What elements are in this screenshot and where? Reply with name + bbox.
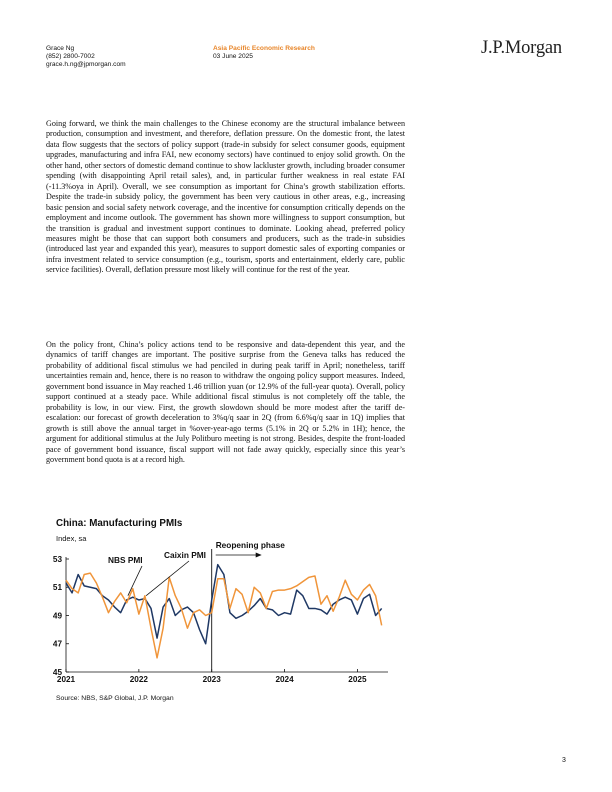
pmi-chart (46, 515, 406, 705)
jpmorgan-logo: J.P.Morgan (481, 38, 562, 58)
caixin-pmi-label: Caixin PMI (164, 550, 206, 560)
y-tick-label: 49 (52, 611, 62, 621)
x-tick-label: 2023 (202, 675, 221, 684)
x-tick-label: 2022 (129, 675, 148, 684)
publication-date: 03 June 2025 (213, 53, 253, 60)
caixin-pmi-line (66, 573, 382, 658)
reopening-arrowhead (256, 553, 262, 558)
nbs-pmi-label: NBS PMI (108, 555, 143, 565)
author-phone: (852) 2800-7002 (46, 53, 95, 60)
y-tick-label: 47 (52, 639, 62, 649)
publication-name: Asia Pacific Economic Research (213, 45, 315, 52)
publication-block (213, 45, 315, 61)
y-tick-label: 45 (52, 667, 62, 677)
body-paragraph: On the policy front, China’s policy actions tend to be responsive and data-dependent this year, and the dynamics of tariff changes are important. The positive surprise from the Geneva talks has reduced the probability of additional fiscal stimulus we had penciled in during peak tariff in April; nonetheless, tariff uncertainties remain and, hence, there is no reason to withdraw the ongoing policy support measures. Indeed, government bond issuance in May reached 1.46 trillion yuan (or 12.9% of the full-year quota). Overall, policy support continued at a steady pace. While additional fiscal stimulus is not completely off the table, the probability is low, in our view. First, the growth slowdown should be more modest after the tariff de-escalation: our forecast of growth deceleration to 3%q/q saar in 2Q (from 6.6%q/q saar in 1Q) implies that growth is still above the annual target in %over-year-ago terms (5.1% in 2Q or 5.2% in 1H); hence, the argument for additional stimulus at the July Politburo meeting is not strong. Besides, despite the front-loaded pace of government bond issuance, fiscal support will not fade away quickly, especially since this year’s government bond quota is at a record high. (46, 340, 405, 464)
author-block (46, 45, 126, 69)
reopening-label: Reopening phase (215, 540, 285, 550)
author-email[interactable]: grace.h.ng@jpmorgan.com (46, 61, 126, 68)
y-tick-label: 53 (52, 554, 62, 564)
body-paragraph: Going forward, we think the main challenges to the Chinese economy are the structural imbalance between production, consumption and investment, and therefore, deflation pressure. On the domestic front, the latest data flow suggests that the sectors of policy support (trade-in subsidy for select consumer goods, equipment upgrades, manufacturing and infra FAI, new economy sectors) have continued to enjoy solid growth. On the other hand, other sectors of domestic demand continue to show lackluster growth, including broader consumer spending (with disappointing April retail sales), and, in particular further weakness in real estate FAI (-11.3%oya in April). Overall, we see consumption as important for China’s growth stabilization efforts. Despite the trade-in subsidy policy, the government has been very cautious in other areas, e.g., increasing basic pension and social safety network coverage, and the incentive for consumption critically depends on the employment and income outlook. The government has shown more willingness to support consumption, but the transition is gradual and investment support continues to dominate. Looking ahead, preferred policy measures might be those that can support both consumers and producers, such as the trade-in subsidies (introduced last year and expanded this year), measures to support domestic sales of exporting companies or infra investment related to service consumption (e.g., tourism, sports and entertainment, elderly care, public service facilities). Overall, deflation pressure most likely will continue for the rest of the year. (46, 119, 405, 275)
x-tick-label: 2021 (56, 675, 76, 684)
nbs-pmi-pointer (128, 566, 142, 596)
chart-y-label: Index, sa (56, 534, 87, 543)
x-tick-label: 2024 (275, 675, 294, 684)
page-number: 3 (562, 757, 566, 764)
pmi-chart-svg (46, 515, 406, 705)
y-tick-label: 51 (52, 583, 62, 593)
chart-source: Source: NBS, S&P Global, J.P. Morgan (56, 695, 174, 702)
author-name: Grace Ng (46, 45, 75, 52)
x-tick-label: 2025 (348, 675, 367, 684)
chart-title: China: Manufacturing PMIs (56, 518, 183, 529)
